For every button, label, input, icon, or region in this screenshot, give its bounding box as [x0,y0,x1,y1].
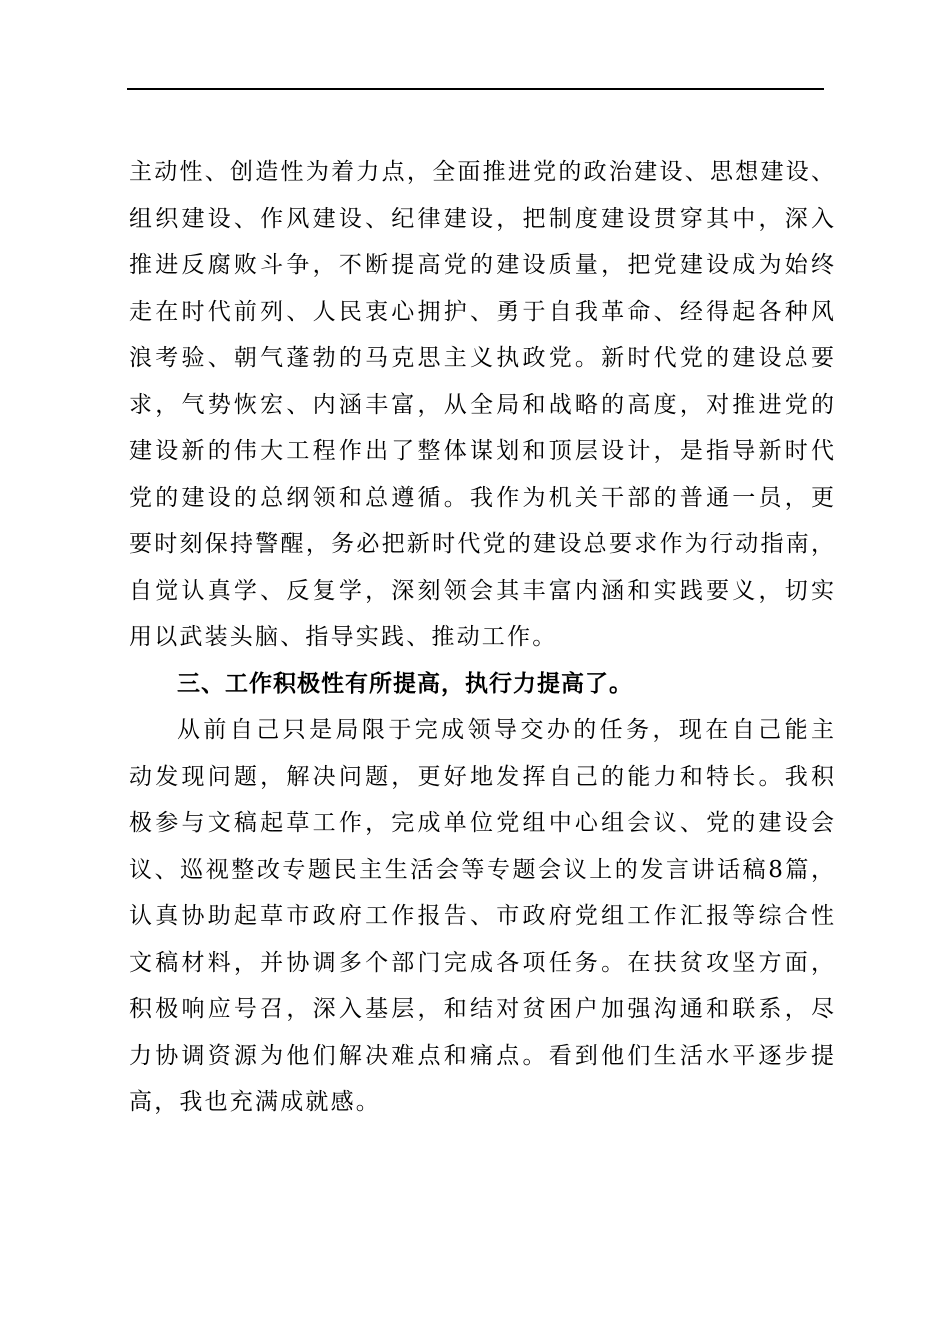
text-line: 认真协助起草市政府工作报告、市政府党组工作汇报等综合性 [129,903,834,929]
text-line: 力协调资源为他们解决难点和痛点。看到他们生活水平逐步提 [129,1042,834,1069]
text-line: 议、巡视整改专题民主生活会等专题会议上的发言讲话稿8篇， [129,856,834,883]
header-rule [127,88,824,90]
paragraph-1 [129,149,834,661]
section-heading: 三、工作积极性有所提高，执行力提高了。 [177,670,633,697]
text-line: 动发现问题，解决问题，更好地发挥自己的能力和特长。我积 [129,763,834,790]
text-line: 从前自己只是局限于完成领导交办的任务，现在自己能主 [177,717,834,743]
text-line: 党的建设的总纲领和总遵循。我作为机关干部的普通一员，更 [129,484,834,511]
text-line: 建设新的伟大工程作出了整体谋划和顶层设计，是指导新时代 [129,438,834,464]
text-line: 走在时代前列、人民衷心拥护、勇于自我革命、经得起各种风 [129,298,834,325]
text-line: 要时刻保持警醒，务必把新时代党的建设总要求作为行动指南， [129,531,834,557]
text-line: 求，气势恢宏、内涵丰富，从全局和战略的高度，对推进党的 [129,391,834,418]
text-line: 主动性、创造性为着力点，全面推进党的政治建设、思想建设、 [129,159,834,185]
paragraph-2 [129,707,834,1126]
text-line: 高，我也充满成就感。 [129,1089,381,1115]
page-body [129,149,834,1126]
text-line: 浪考验、朝气蓬勃的马克思主义执政党。新时代党的建设总要 [129,345,834,371]
text-line: 自觉认真学、反复学，深刻领会其丰富内涵和实践要义，切实 [129,577,834,604]
text-line: 积极响应号召，深入基层，和结对贫困户加强沟通和联系，尽 [129,996,834,1022]
text-line: 推进反腐败斗争，不断提高党的建设质量，把党建设成为始终 [129,252,834,278]
text-line: 用以武装头脑、指导实践、推动工作。 [129,624,558,650]
text-line: 极参与文稿起草工作，完成单位党组中心组会议、党的建设会 [129,810,834,836]
text-line: 文稿材料，并协调多个部门完成各项任务。在扶贫攻坚方面， [129,949,834,976]
text-line: 组织建设、作风建设、纪律建设，把制度建设贯穿其中，深入 [129,205,834,232]
